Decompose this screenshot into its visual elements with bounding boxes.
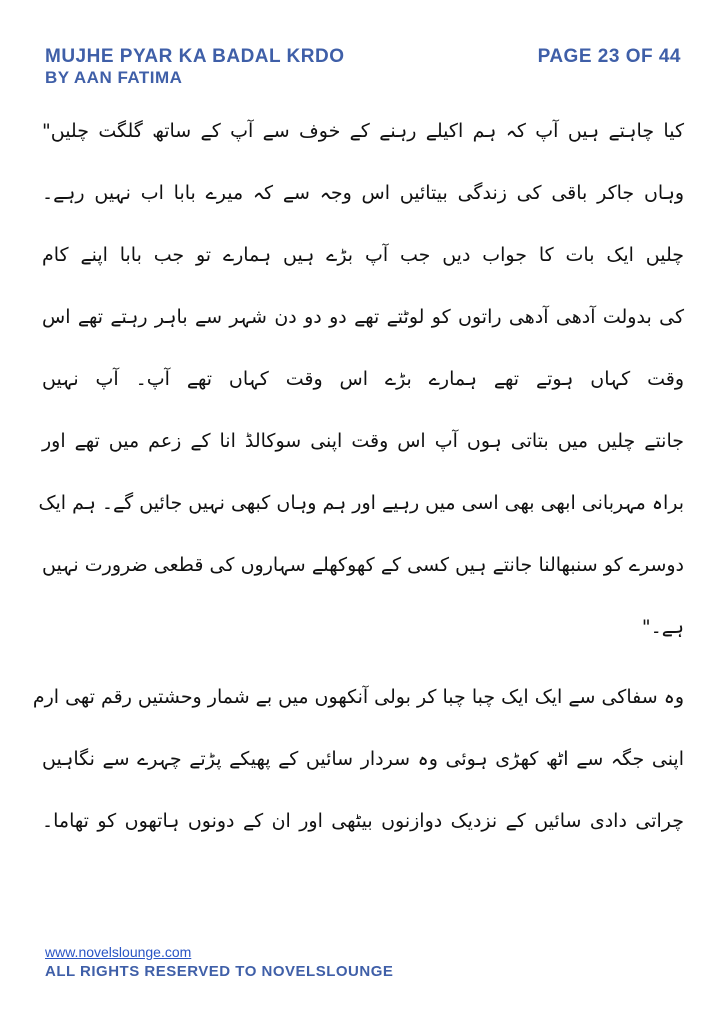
page-number: PAGE 23 OF 44 xyxy=(537,46,681,67)
text-line: وہاں جاکر باقی کی زندگی بیتائیں اس وجہ سے کہ میرے بابا اب نہیں رہے۔ xyxy=(42,182,684,204)
paragraph-gap xyxy=(42,658,684,666)
text-line: چلیں ایک بات کا جواب دیں جب آپ بڑے ہیں ہمارے تو جب بابا اپنے کام xyxy=(42,244,684,266)
website-link[interactable]: www.novelslounge.com xyxy=(45,944,192,960)
text-line: کی بدولت آدھی آدھی راتوں کو لوٹتے تھے دو دو دن شہر سے باہر رہتے تھے اس xyxy=(42,306,684,328)
text-line: چراتی دادی سائیں کے نزدیک دوازنوں بیٹھی اور ان کے دونوں ہاتھوں کو تھاما۔ xyxy=(42,810,684,832)
text-line: وہ سفاکی سے ایک ایک چبا چبا کر بولی آنکھوں میں بے شمار وحشتیں رقم تھی ارم xyxy=(32,686,684,708)
page-header xyxy=(45,40,681,88)
text-line: براہ مہربانی ابھی بھی اسی میں رہیے اور ہم وہاں کبھی نہیں جائیں گے۔ ہم ایک xyxy=(38,492,684,514)
text-line: وقت کہاں ہوتے تھے ہمارے بڑے اس وقت کہاں تھے آپ۔ آپ نہیں xyxy=(42,368,684,390)
paragraph xyxy=(38,100,684,658)
text-line: دوسرے کو سنبھالنا جانتے ہیں کسی کے کھوکھلے سہاروں کی قطعی ضرورت نہیں xyxy=(42,554,684,576)
text-line: کیا چاہتے ہیں آپ کہ ہم اکیلے رہنے کے خوف سے آپ کے ساتھ گلگت چلیں" xyxy=(42,120,684,142)
text-line: اپنی جگہ سے اٹھ کھڑی ہوئی وہ سردار سائیں کے پھیکے پڑتے چہرے سے نگاہیں xyxy=(42,748,684,770)
author-name: BY AAN FATIMA xyxy=(45,68,183,87)
page-footer xyxy=(45,944,545,980)
story-text xyxy=(32,100,684,852)
text-line: ہے۔" xyxy=(641,616,684,638)
paragraph xyxy=(32,666,684,852)
text-line: جانتے چلیں میں بتاتی ہوں آپ اس وقت اپنی سوکالڈ انا کے زعم میں تھے اور xyxy=(42,430,684,452)
copyright-notice: ALL RIGHTS RESERVED TO NOVELSLOUNGE xyxy=(45,963,394,980)
novel-title: MUJHE PYAR KA BADAL KRDO xyxy=(45,46,345,67)
